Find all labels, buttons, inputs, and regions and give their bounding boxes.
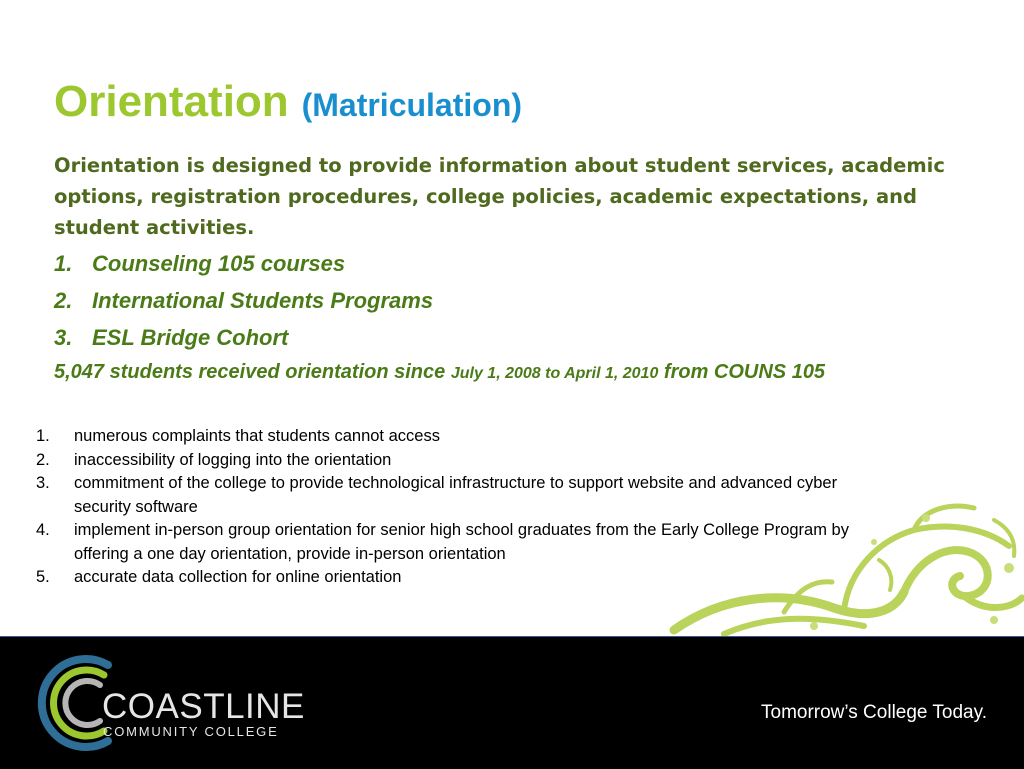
program-label: International Students Programs — [92, 288, 434, 313]
stat-dates: July 1, 2008 to April 1, 2010 — [450, 365, 659, 382]
issue-number: 1. — [36, 427, 50, 445]
swirl-decoration-icon — [664, 500, 1024, 636]
issue-text: numerous complaints that students cannot access — [74, 427, 440, 445]
logo-name: COASTLINE — [102, 687, 305, 726]
footer — [0, 636, 1024, 769]
tagline: Tomorrow’s College Today. — [761, 702, 987, 723]
program-label: ESL Bridge Cohort — [92, 325, 289, 350]
intro-paragraph: Orientation is designed to provide information about student services, academic options, registration procedures, college policies, academic expectations, and student activities. — [54, 154, 945, 239]
stat-prefix: 5,047 students received orientation since — [54, 361, 446, 383]
issue-item — [36, 425, 866, 449]
program-number: 3. — [54, 325, 73, 350]
issue-text: accurate data collection for online orientation — [74, 568, 402, 586]
title-sub: (Matriculation) — [301, 87, 523, 123]
slide-title — [54, 77, 523, 126]
issue-number: 5. — [36, 568, 50, 586]
logo-subtitle: COMMUNITY COLLEGE — [103, 724, 279, 739]
program-item — [54, 287, 433, 324]
program-number: 1. — [54, 251, 73, 276]
program-item — [54, 250, 433, 287]
orientation-stat — [54, 358, 825, 388]
program-item — [54, 324, 433, 361]
issue-number: 3. — [36, 474, 50, 492]
issue-number: 2. — [36, 450, 50, 469]
issue-text: inaccessibility of logging into the orientation — [74, 450, 392, 469]
issue-text: commitment of the college to provide technological infrastructure to support website and advanced cyber security software — [74, 474, 838, 516]
program-number: 2. — [54, 288, 73, 313]
title-main: Orientation — [54, 77, 289, 126]
issue-number: 4. — [36, 521, 50, 539]
issue-item — [36, 449, 866, 473]
stat-suffix: from COUNS 105 — [663, 361, 826, 383]
program-label: Counseling 105 courses — [92, 251, 346, 276]
program-list — [54, 250, 433, 361]
issue-text: implement in-person group orientation for senior high school graduates from the Early College Program by offering a one day orientation, provide in-person orientation — [74, 521, 849, 563]
